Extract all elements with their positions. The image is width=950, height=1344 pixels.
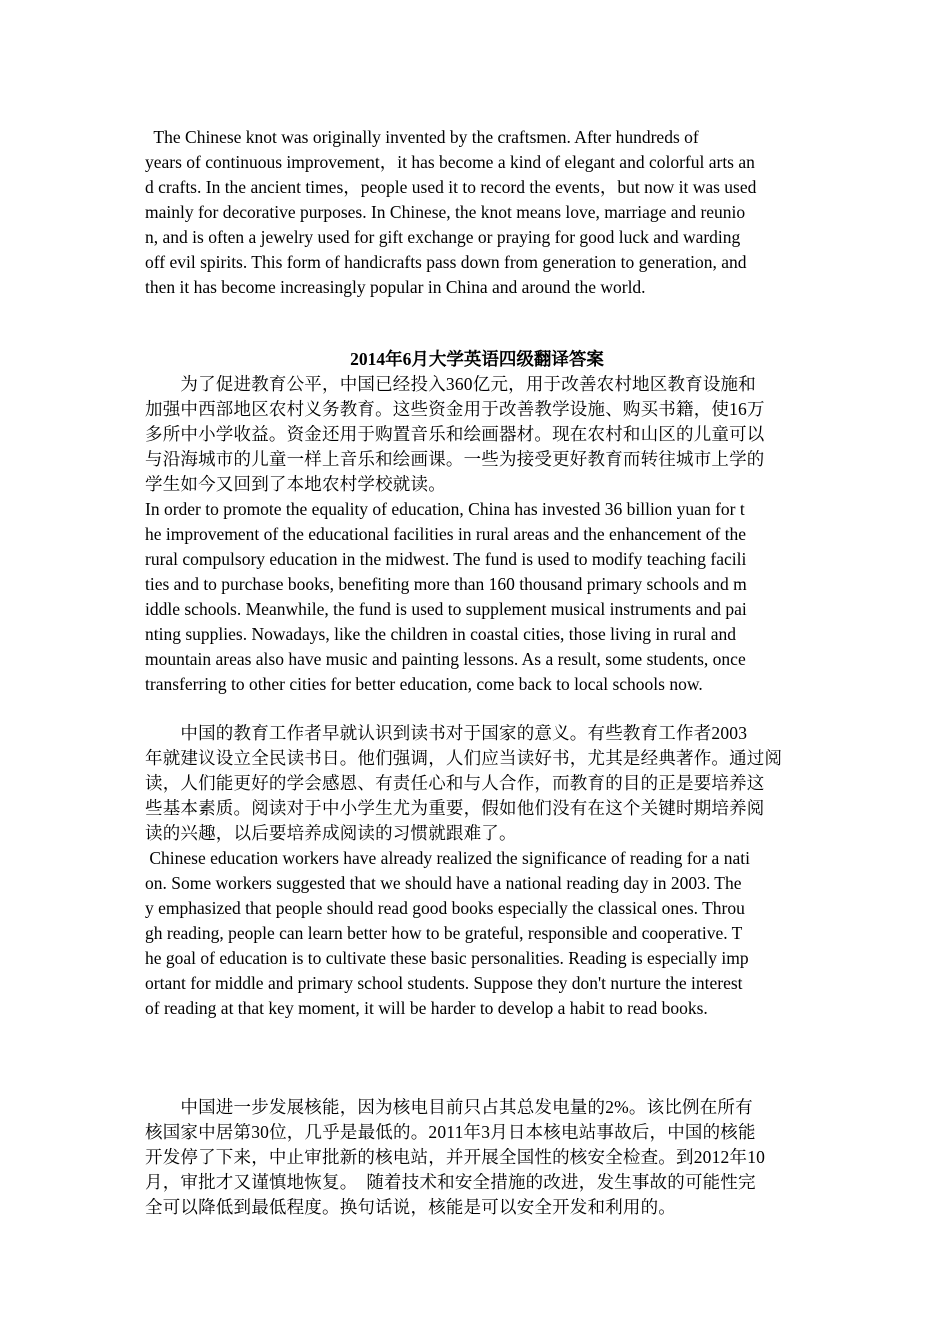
text-line: ortant for middle and primary school students. Suppose they don't nurture the interest <box>145 973 743 993</box>
text-line: mainly for decorative purposes. In Chinese, the knot means love, marriage and reunio <box>145 202 746 222</box>
text-line: nting supplies. Nowadays, like the children in coastal cities, those living in rural and <box>145 624 736 644</box>
text-line: y emphasized that people should read good books especially the classical ones. Throu <box>145 898 745 918</box>
text-line: 年就建议设立全民读书日。他们强调，人们应当读好书，尤其是经典著作。通过阅 <box>145 748 783 768</box>
text-line: 核国家中居第30位，几乎是最低的。2011年3月日本核电站事故后，中国的核能 <box>145 1122 756 1142</box>
passage1-english-paragraph <box>145 497 809 697</box>
text-line: d crafts. In the ancient times，people used it to record the events，but now it was used <box>145 177 757 197</box>
text-line: 为了促进教育公平，中国已经投入360亿元，用于改善农村地区教育设施和 <box>145 374 756 394</box>
text-line: ties and to purchase books, benefiting more than 160 thousand primary schools and m <box>145 574 747 594</box>
text-line: gh reading, people can learn better how to be grateful, responsible and cooperative. T <box>145 923 743 943</box>
text-line: mountain areas also have music and painting lessons. As a result, some students, once <box>145 649 746 669</box>
text-line: 与沿海城市的儿童一样上音乐和绘画课。一些为接受更好教育而转往城市上学的 <box>145 449 765 469</box>
text-line: 多所中小学收益。资金还用于购置音乐和绘画器材。现在农村和山区的儿童可以 <box>145 424 765 444</box>
text-line: of reading at that key moment, it will be harder to develop a habit to read books. <box>145 998 708 1018</box>
text-line: transferring to other cities for better education, come back to local schools now. <box>145 674 703 694</box>
text-line: iddle schools. Meanwhile, the fund is used to supplement musical instruments and pai <box>145 599 747 619</box>
text-line: off evil spirits. This form of handicrafts pass down from generation to generation, and <box>145 252 747 272</box>
text-line: on. Some workers suggested that we should have a national reading day in 2003. The <box>145 873 742 893</box>
text-line: n, and is often a jewelry used for gift exchange or praying for good luck and warding <box>145 227 741 247</box>
text-line: 读的兴趣，以后要培养成阅读的习惯就跟难了。 <box>145 823 517 843</box>
passage3-chinese-paragraph <box>145 1095 809 1220</box>
text-line: 月，审批才又谨慎地恢复。 随着技术和安全措施的改进，发生事故的可能性完 <box>145 1172 756 1192</box>
section-title: 2014年6月大学英语四级翻译答案 <box>350 349 604 369</box>
passage1-chinese-paragraph <box>145 372 809 497</box>
text-line: 开发停了下来，中止审批新的核电站，并开展全国性的核安全检查。到2012年10 <box>145 1147 766 1167</box>
text-line: years of continuous improvement，it has become a kind of elegant and colorful arts an <box>145 152 755 172</box>
text-line: 学生如今又回到了本地农村学校就读。 <box>145 474 446 494</box>
intro-english-paragraph <box>145 125 809 300</box>
text-line: rural compulsory education in the midwest. The fund is used to modify teaching facili <box>145 549 747 569</box>
text-line: Chinese education workers have already realized the significance of reading for a nati <box>145 848 750 868</box>
text-line: 中国的教育工作者早就认识到读书对于国家的意义。有些教育工作者2003 <box>145 723 748 743</box>
text-line: 些基本素质。阅读对于中小学生尤为重要，假如他们没有在这个关键时期培养阅 <box>145 798 765 818</box>
text-line: he goal of education is to cultivate these basic personalities. Reading is especially imp <box>145 948 749 968</box>
text-line: 读，人们能更好的学会感恩、有责任心和与人合作，而教育的目的正是要培养这 <box>145 773 765 793</box>
text-line: then it has become increasingly popular in China and around the world. <box>145 277 646 297</box>
text-line: 全可以降低到最低程度。换句话说，核能是可以安全开发和利用的。 <box>145 1197 676 1217</box>
text-line: 加强中西部地区农村义务教育。这些资金用于改善教学设施、购买书籍，使16万 <box>145 399 765 419</box>
passage2-english-paragraph <box>145 846 809 1021</box>
passage2-chinese-paragraph <box>145 721 809 846</box>
text-line: he improvement of the educational facilities in rural areas and the enhancement of the <box>145 524 747 544</box>
text-line: In order to promote the equality of education, China has invested 36 billion yuan for t <box>145 499 745 519</box>
text-line: 中国进一步发展核能，因为核电目前只占其总发电量的2%。该比例在所有 <box>145 1097 753 1117</box>
text-line: The Chinese knot was originally invented by the craftsmen. After hundreds of <box>145 127 699 147</box>
